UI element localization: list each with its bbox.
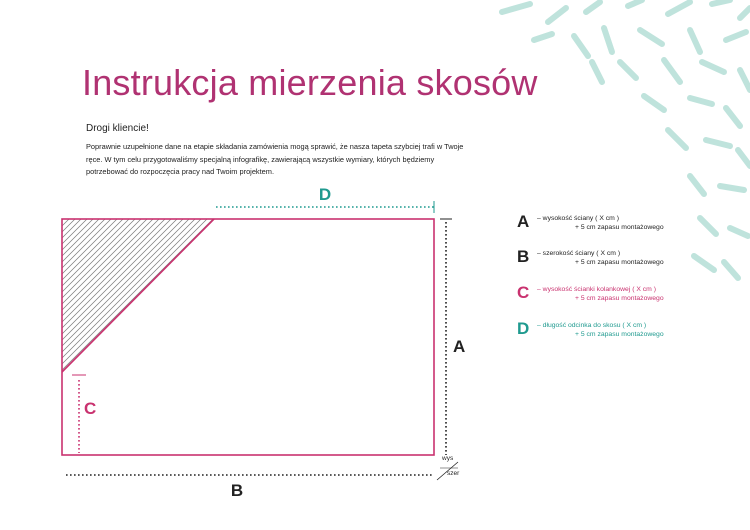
legend-subtext: + 5 cm zapasu montażowego	[575, 331, 664, 338]
legend-subtext: + 5 cm zapasu montażowego	[575, 259, 664, 266]
legend-letter: C	[517, 283, 530, 302]
hatch-line	[0, 210, 114, 380]
hatch-line	[238, 210, 408, 380]
legend-text: – wysokość ścianki kolankowej ( X cm )	[537, 286, 656, 293]
hatch-line	[4, 210, 174, 380]
legend-item-a	[517, 213, 707, 243]
hatch-line	[196, 210, 366, 380]
hatch-line	[214, 210, 384, 380]
hatch-line	[0, 210, 120, 380]
hatch-line	[178, 210, 348, 380]
legend-item-b	[517, 248, 707, 278]
legend-letter: A	[517, 212, 530, 231]
hatch-line	[0, 210, 150, 380]
hatch-line	[0, 210, 138, 380]
hatch-line	[76, 210, 246, 380]
legend-letter: D	[517, 319, 530, 338]
legend-text: – szerokość ściany ( X cm )	[537, 250, 621, 257]
hatch-line	[202, 210, 372, 380]
hatch-line	[64, 210, 234, 380]
page-title: Instrukcja mierzenia skosów	[82, 62, 538, 103]
hatch-line	[34, 210, 204, 380]
hatch-line	[190, 210, 360, 380]
hatch-line	[10, 210, 180, 380]
dimension-b-label: B	[230, 481, 244, 500]
hatch-line	[220, 210, 390, 380]
hatch-line	[160, 210, 330, 380]
hatch-line	[0, 210, 168, 380]
hatch-line	[124, 210, 294, 380]
hatch-line	[106, 210, 276, 380]
hatch-line	[184, 210, 354, 380]
hatch-line	[256, 210, 426, 380]
slope-line	[62, 219, 214, 372]
hatch-line	[0, 210, 78, 380]
height-abbrev: wys	[442, 455, 454, 462]
hatch-line	[70, 210, 240, 380]
legend-item-c	[517, 284, 707, 314]
hatch-line	[58, 210, 228, 380]
hatch-line	[250, 210, 420, 380]
hatch-line	[0, 210, 96, 380]
intro-paragraph: Poprawnie uzupełnione dane na etapie składania zamówienia mogą sprawić, że nasza tapeta szybciej trafi w Twoje ręce. W tym celu przygotowaliśmy specjalną infografikę, zawierającą wszystkie wymiary, których będziemy potrzebować do rozpoczęcia pracy nad Twoim projektem.	[86, 142, 464, 177]
hatch-line	[0, 210, 144, 380]
hatch-line	[232, 210, 402, 380]
hatch-line	[0, 210, 102, 380]
dimension-d-label: D	[318, 185, 332, 204]
width-abbrev: szer	[447, 470, 460, 477]
hatch-line	[142, 210, 312, 380]
legend-subtext: + 5 cm zapasu montażowego	[575, 295, 664, 302]
hatch-line	[118, 210, 288, 380]
hatch-line	[22, 210, 192, 380]
hatch-line	[28, 210, 198, 380]
hatch-line	[40, 210, 210, 380]
hatch-line	[154, 210, 324, 380]
hatch-line	[136, 210, 306, 380]
legend-item-d	[517, 320, 707, 350]
slope-hatched-area	[0, 210, 426, 380]
hatch-line	[100, 210, 270, 380]
dimension-a-label: A	[453, 337, 466, 356]
hatch-line	[94, 210, 264, 380]
hatch-line	[208, 210, 378, 380]
legend-text: – wysokość ściany ( X cm )	[537, 215, 619, 222]
legend-subtext: + 5 cm zapasu montażowego	[575, 224, 664, 231]
hatch-line	[244, 210, 414, 380]
legend-letter: B	[517, 247, 530, 266]
greeting: Drogi kliencie!	[86, 123, 149, 134]
legend-text: – długość odcinka do skosu ( X cm )	[537, 322, 647, 329]
hatch-line	[88, 210, 258, 380]
hatch-line	[148, 210, 318, 380]
hatch-line	[0, 210, 156, 380]
hatch-line	[0, 210, 108, 380]
hatch-line	[82, 210, 252, 380]
hatch-line	[130, 210, 300, 380]
hatch-line	[166, 210, 336, 380]
hatch-line	[46, 210, 216, 380]
hatch-line	[226, 210, 396, 380]
dimension-c-label: C	[84, 399, 97, 418]
hatch-line	[16, 210, 186, 380]
